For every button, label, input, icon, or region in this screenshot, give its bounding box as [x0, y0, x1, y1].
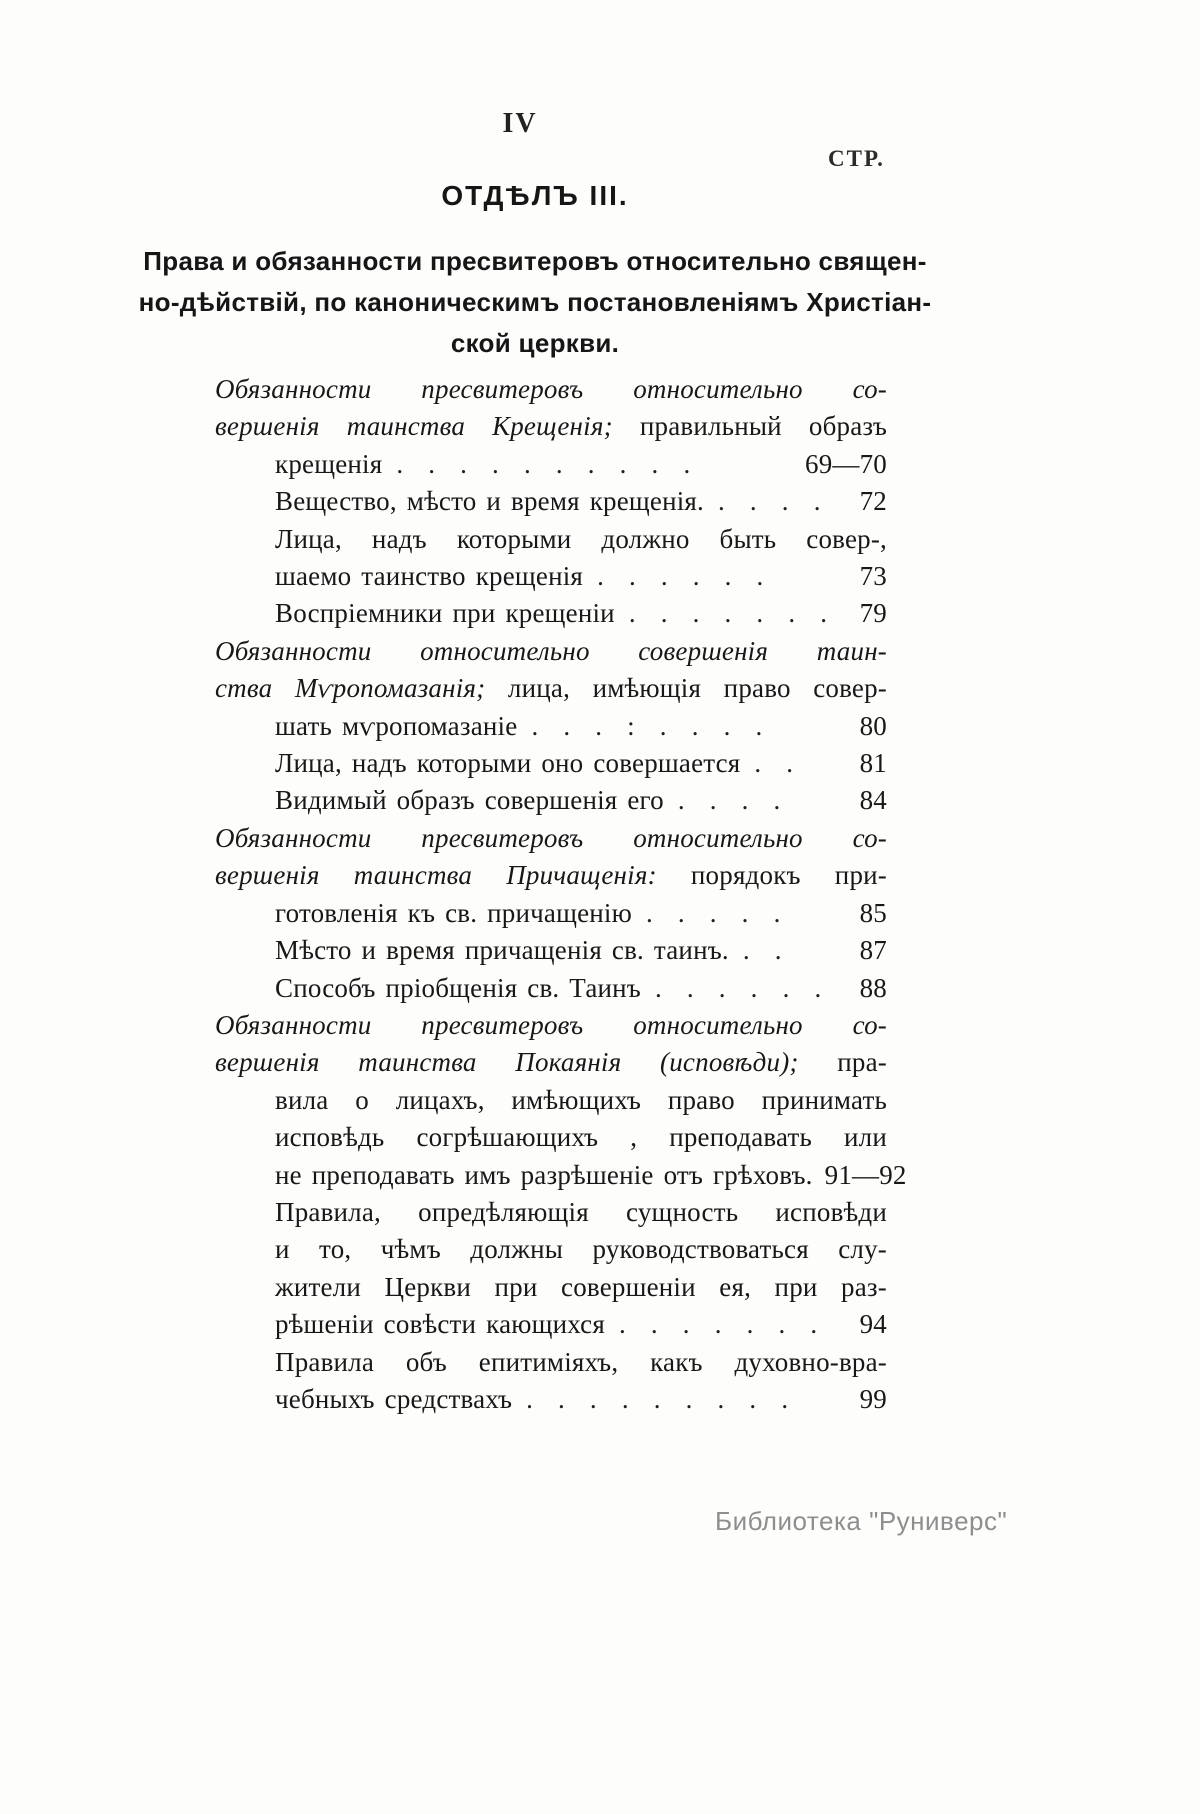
toc-text-segment: рѣшеніи совѣсти кающихся [275, 1309, 605, 1340]
dot-leader: . . . . . . [597, 561, 764, 592]
toc-line [215, 895, 887, 932]
toc-page-number: 87 [859, 935, 887, 966]
toc-line-text [275, 1381, 512, 1418]
toc-page-number: 72 [859, 486, 887, 517]
toc-line-text [275, 483, 704, 520]
toc-page-number: 94 [859, 1309, 887, 1340]
toc-page-number: 85 [859, 897, 887, 928]
toc-line [215, 1044, 887, 1081]
subtitle-line-3: ской церкви. [450, 328, 620, 358]
toc-line [215, 1344, 887, 1381]
toc-text-segment: правильный образъ [612, 411, 887, 442]
dot-leader: . . . . . . [654, 972, 822, 1003]
dot-leader: . . [742, 935, 782, 966]
section-subtitle [115, 241, 955, 364]
toc-line-text [215, 636, 887, 666]
toc-heading-segment: вершенія таинства Крещенія; [215, 411, 613, 442]
toc-heading-segment: Обязанности пресвитеровъ относительно со- [215, 374, 887, 404]
toc-line [215, 1082, 887, 1119]
toc-page-number: 79 [859, 598, 887, 629]
toc-page-number: 73 [859, 561, 887, 592]
toc-text-segment: исповѣдь согрѣшающихъ , преподавать или [275, 1122, 887, 1153]
toc-heading-segment: Обязанности относительно совершенія таин- [215, 635, 887, 666]
toc-line-text [215, 411, 887, 441]
toc-page-number: 81 [859, 748, 887, 779]
toc-text-segment: Видимый образъ совершенія его [275, 785, 664, 816]
toc-line-text [275, 1122, 887, 1152]
toc-line-text [275, 1085, 887, 1115]
toc-line-text [215, 374, 887, 404]
toc-text-segment: не преподавать имъ разрѣшеніе отъ грѣховъ. [275, 1159, 813, 1190]
toc-line-text [275, 1272, 887, 1302]
page-folio-number: IV [502, 108, 538, 139]
toc-text-segment: Правила объ епитиміяхъ, какъ духовно-вра- [275, 1346, 887, 1377]
toc-text-segment: лица, имѣющія право совер- [485, 673, 887, 704]
toc-text-segment: Воспріемники при крещеніи [275, 598, 615, 629]
toc-heading-segment: вершенія таинства Покаянія (исповѣди); [215, 1047, 799, 1078]
toc-line [215, 633, 887, 670]
toc-line [215, 1381, 887, 1418]
toc-text-segment: порядокъ при- [656, 860, 887, 891]
dot-leader: . . [754, 748, 794, 779]
toc-line-text [215, 673, 887, 703]
toc-line [215, 1157, 907, 1194]
toc-line-text [215, 1047, 887, 1077]
toc-page-number: 69—70 [805, 448, 887, 479]
toc-text-segment: и то, чѣмъ должны руководствоваться слу- [275, 1234, 887, 1265]
toc-text-segment: Лица, надъ которыми оно совершается [275, 748, 741, 779]
subtitle-line-1: Права и обязанности пресвитеровъ относительно священ- [143, 246, 927, 276]
toc-line-text [215, 823, 887, 853]
toc-line-text [275, 595, 615, 632]
library-watermark: Библиотека "Руниверс" [715, 1506, 1008, 1536]
toc-page-number: 84 [859, 785, 887, 816]
toc-text-segment: шать мѵропомазаніе [275, 710, 518, 741]
toc-text-segment: жители Церкви при совершеніи ея, при раз- [275, 1271, 887, 1302]
toc-line [215, 483, 887, 520]
toc-line [215, 371, 887, 408]
toc-text-segment: Способъ пріобщенія св. Таинъ [275, 972, 641, 1003]
toc-line [215, 595, 887, 632]
toc-line-text [275, 1306, 605, 1343]
toc-page-number: 99 [859, 1383, 887, 1414]
toc-line-text [215, 1010, 887, 1040]
toc-line [215, 782, 887, 819]
toc-heading-segment: ства Мѵропомазанія; [215, 673, 486, 704]
page-column-header: СТР. [828, 146, 885, 171]
toc-line [215, 820, 887, 857]
toc-line-text [275, 1197, 887, 1227]
toc-line-text [275, 558, 583, 595]
toc-text-segment: крещенія [275, 448, 383, 479]
toc-line-text [275, 524, 887, 554]
toc-text-segment: Вещество, мѣсто и время крещенія. [275, 486, 704, 517]
subtitle-line-2: но-дѣйствій, по каноническимъ постановленіямъ Христіан- [138, 287, 932, 317]
toc-line-text [275, 782, 664, 819]
toc-text-segment: шаемо таинство крещенія [275, 561, 584, 592]
toc-line [215, 1231, 887, 1268]
toc-line [215, 1194, 887, 1231]
toc-line [215, 670, 887, 707]
toc-line [215, 1306, 887, 1343]
toc-line-text [275, 1157, 813, 1194]
toc-line [215, 1007, 887, 1044]
toc-line [215, 932, 887, 969]
toc-page-number: 88 [859, 972, 887, 1003]
toc-line [215, 558, 887, 595]
toc-text-segment: Мѣсто и время причащенія св. таинъ. [275, 935, 729, 966]
toc-page-number: 91—92 [824, 1159, 907, 1190]
dot-leader: . . . . [677, 785, 781, 816]
toc-line-text [215, 860, 887, 890]
toc-text-segment: пра- [798, 1047, 887, 1078]
toc-line [215, 521, 887, 558]
toc-heading-segment: Обязанности пресвитеровъ относительно со- [215, 1009, 887, 1040]
toc-line-text [275, 932, 729, 969]
toc-line-text [275, 970, 641, 1007]
toc-page-number: 80 [859, 710, 887, 741]
toc [215, 371, 907, 1418]
toc-line [215, 408, 887, 445]
toc-heading-segment: Обязанности пресвитеровъ относительно со- [215, 822, 887, 853]
dot-leader: . . . . . [645, 897, 781, 928]
toc-line [215, 745, 887, 782]
dot-leader: . . . . . . . [628, 598, 828, 629]
toc-line-text [275, 1234, 887, 1264]
toc-text-segment: Лица, надъ которыми должно быть совер-, [275, 523, 887, 554]
toc-line [215, 708, 887, 745]
toc-text-segment: вила о лицахъ, имѣющихъ право принимать [275, 1084, 887, 1115]
dot-leader: . . . . . . . . . [526, 1383, 789, 1414]
toc-text-segment: чебныхъ средствахъ [275, 1383, 513, 1414]
toc-text-segment: готовленія къ св. причащенію [275, 897, 632, 928]
toc-line-text [275, 1347, 887, 1377]
dot-leader: . . . . [718, 486, 821, 517]
toc-line [215, 446, 887, 483]
toc-line [215, 857, 887, 894]
toc-line [215, 1119, 887, 1156]
toc-line-text [275, 895, 632, 932]
toc-line [215, 970, 887, 1007]
toc-line-text [275, 745, 740, 782]
toc-text-segment: Правила, опредѣляющія сущность исповѣди [275, 1196, 887, 1227]
toc-line-text [275, 446, 382, 483]
dot-leader: . . . . . . . [619, 1309, 818, 1340]
toc-line-text [275, 708, 517, 745]
dot-leader: . . . . . . . . . . [396, 448, 691, 479]
section-title: ОТДѢЛЪ III. [441, 180, 629, 211]
toc-line [215, 1269, 887, 1306]
toc-heading-segment: вершенія таинства Причащенія: [215, 860, 657, 891]
dot-leader: . . . : . . . . [531, 710, 763, 741]
